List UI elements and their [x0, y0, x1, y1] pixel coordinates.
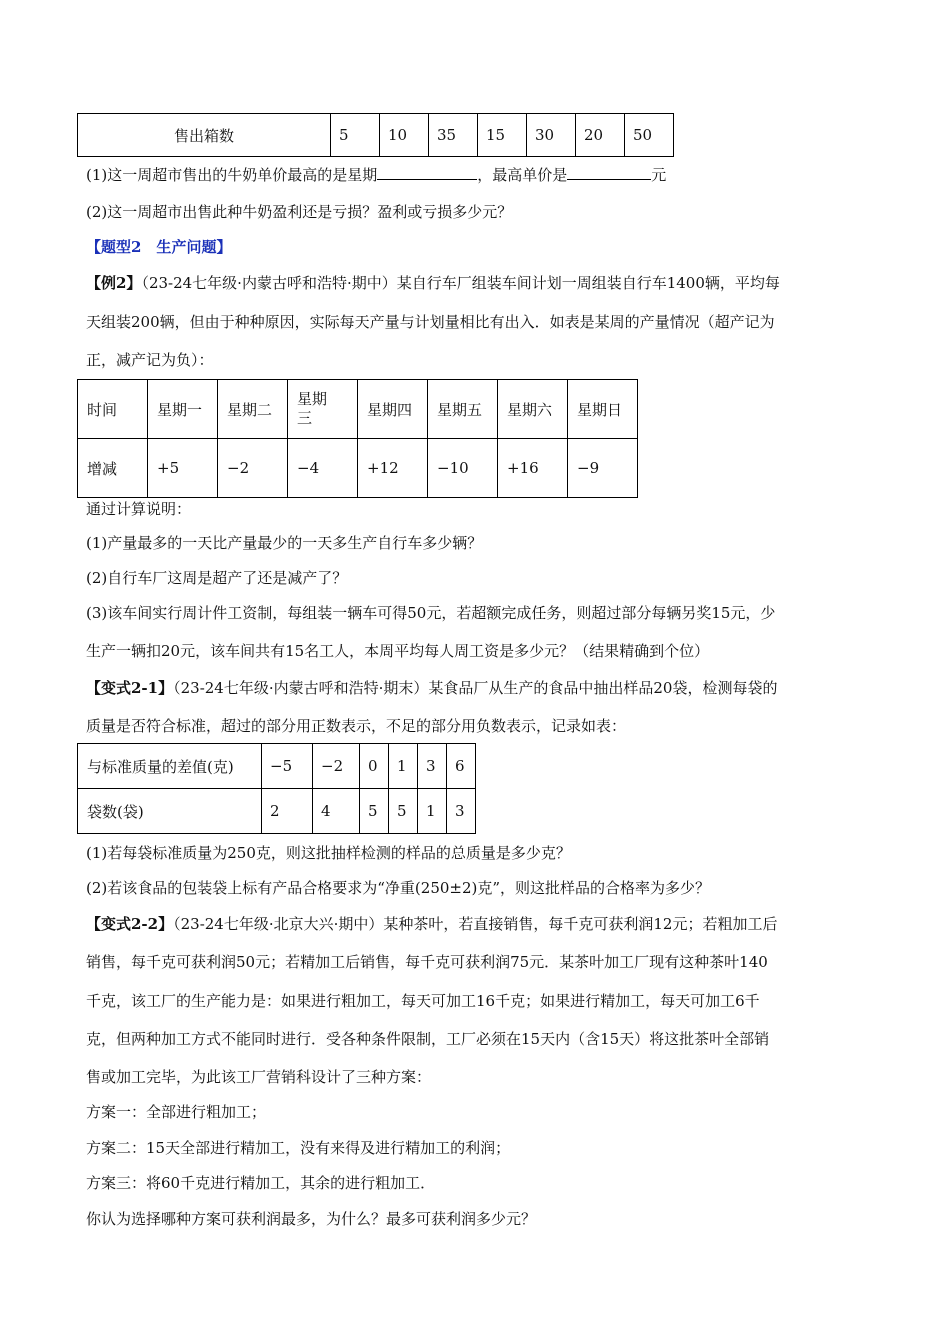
table-cell: 2 — [262, 789, 313, 834]
table-cell: 星期五 — [428, 380, 498, 439]
plan-1: 方案一：全部进行粗加工； — [86, 1103, 267, 1121]
ex2-q3a: (3)该车间实行周计件工资制，每组装一辆车可得50元，若超额完成任务，则超过部分每辆另奖15元，少 — [86, 604, 776, 622]
example-2-line1: 【例2】（23-24七年级·内蒙古呼和浩特·期中）某自行车厂组装车间计划一周组装自行车1400辆，平均每 — [86, 274, 780, 292]
table-cell: 30 — [527, 114, 576, 157]
table-cell: 星期四 — [358, 380, 428, 439]
table-row — [78, 789, 476, 834]
table-cell: +16 — [498, 439, 568, 498]
table-cell: 1 — [389, 744, 418, 789]
table-cell: 星期一 — [148, 380, 218, 439]
table-cell: +12 — [358, 439, 428, 498]
table-cell: −9 — [568, 439, 638, 498]
table-cell: 3 — [447, 789, 476, 834]
table-cell: −2 — [218, 439, 288, 498]
table-cell: 星期三 — [288, 380, 358, 439]
ex2-q3b: 生产一辆扣20元，该车间共有15名工人，本周平均每人周工资是多少元？（结果精确到个位） — [86, 642, 710, 660]
example-2-line2: 天组装200辆，但由于种种原因，实际每天产量与计划量相比有出入．如表是某周的产量情况（超产记为 — [86, 313, 775, 331]
ex2-intro: 通过计算说明： — [86, 500, 192, 518]
plan-3: 方案三：将60千克进行精加工，其余的进行粗加工． — [86, 1174, 436, 1192]
answer-blank — [567, 165, 651, 180]
table-cell: 与标准质量的差值(克) — [78, 744, 262, 789]
variant-2-2-line1: 【变式2-2】（23-24七年级·北京大兴·期中）某种茶叶，若直接销售，每千克可获利润12元；若粗加工后 — [86, 915, 778, 933]
table-row — [78, 439, 638, 498]
variant-2-2-line5: 售或加工完毕，为此该工厂营销科设计了三种方案： — [86, 1068, 432, 1086]
table-cell: −5 — [262, 744, 313, 789]
final-question: 你认为选择哪种方案可获利润最多，为什么？最多可获利润多少元？ — [86, 1210, 537, 1228]
ex2-q1: (1)产量最多的一天比产量最少的一天多生产自行车多少辆？ — [86, 534, 483, 552]
plan-2: 方案二：15天全部进行精加工，没有来得及进行精加工的利润； — [86, 1139, 511, 1157]
table-cell: +5 — [148, 439, 218, 498]
table-cell: 10 — [380, 114, 429, 157]
sales-table — [77, 113, 674, 157]
table-cell: 5 — [360, 789, 389, 834]
table-cell: 增减 — [78, 439, 148, 498]
question-1-1: (1)这一周超市售出的牛奶单价最高的是星期 ，最高单价是 元 — [86, 166, 667, 184]
variant-2-1-line2: 质量是否符合标准，超过的部分用正数表示，不足的部分用负数表示，记录如表： — [86, 717, 627, 735]
table-cell: 6 — [447, 744, 476, 789]
table-cell: 15 — [478, 114, 527, 157]
variant-2-2-line4: 克，但两种加工方式不能同时进行．受各种条件限制，工厂必须在15天内（含15天）将这批茶叶全部销 — [86, 1030, 770, 1048]
variant-2-1-line1: 【变式2-1】（23-24七年级·内蒙古呼和浩特·期末）某食品厂从生产的食品中抽出样品20袋，检测每袋的 — [86, 679, 778, 697]
question-1-2: (2)这一周超市出售此种牛奶盈利还是亏损？盈利或亏损多少元？ — [86, 203, 513, 221]
variant-2-2-line2: 销售，每千克可获利润50元；若精加工后销售，每千克可获利润75元．某茶叶加工厂现有这种茶叶140 — [86, 953, 768, 971]
table-cell: 0 — [360, 744, 389, 789]
table-cell: −2 — [313, 744, 360, 789]
table-cell: 5 — [331, 114, 380, 157]
table-cell: 20 — [576, 114, 625, 157]
table-cell: −4 — [288, 439, 358, 498]
section-heading: 【题型2 生产问题】 — [86, 238, 232, 256]
table-cell: 4 — [313, 789, 360, 834]
v21-q2: (2)若该食品的包装袋上标有产品合格要求为“净重(250±2)克”，则这批样品的合格率为多少？ — [86, 879, 711, 897]
table-cell: 星期日 — [568, 380, 638, 439]
table-cell: 1 — [418, 789, 447, 834]
variant-2-2-line3: 千克，该工厂的生产能力是：如果进行粗加工，每天可加工16千克；如果进行精加工，每天可加工6千 — [86, 992, 760, 1010]
example-2-line3: 正，减产记为负）： — [86, 351, 214, 369]
table-cell: 时间 — [78, 380, 148, 439]
production-table — [77, 379, 638, 498]
table-cell: 袋数(袋) — [78, 789, 262, 834]
table-cell: 星期二 — [218, 380, 288, 439]
quality-table — [77, 743, 476, 834]
table-row — [78, 380, 638, 439]
table-row — [78, 744, 476, 789]
table-cell: 星期六 — [498, 380, 568, 439]
v21-q1: (1)若每袋标准质量为250克，则这批抽样检测的样品的总质量是多少克？ — [86, 844, 571, 862]
table-cell: −10 — [428, 439, 498, 498]
table-cell: 售出箱数 — [78, 114, 331, 157]
table-cell: 50 — [625, 114, 674, 157]
ex2-q2: (2)自行车厂这周是超产了还是减产了？ — [86, 569, 348, 587]
table-cell: 3 — [418, 744, 447, 789]
answer-blank — [377, 165, 477, 180]
table-cell: 35 — [429, 114, 478, 157]
table-row — [78, 114, 674, 157]
table-cell: 5 — [389, 789, 418, 834]
